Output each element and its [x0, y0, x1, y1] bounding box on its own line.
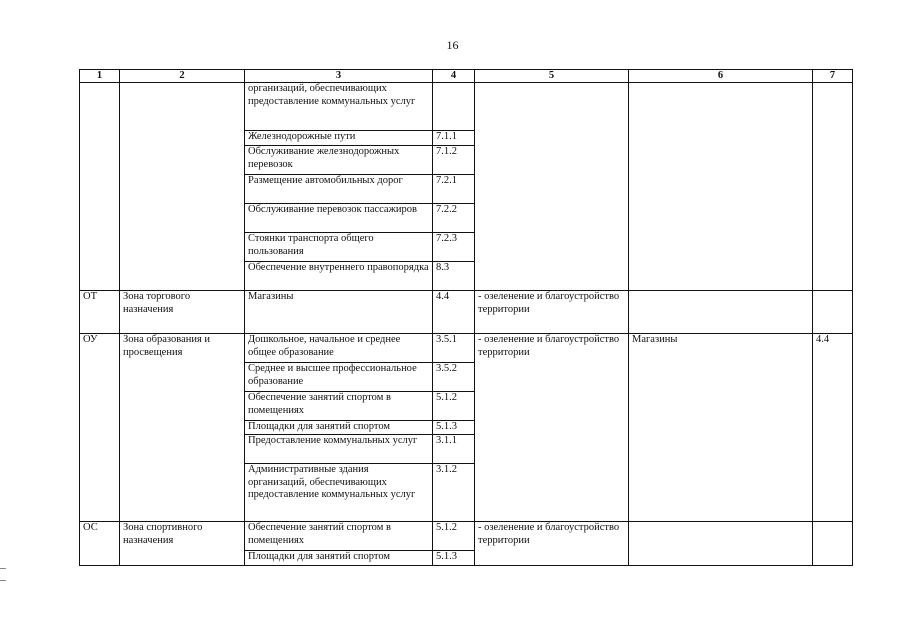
- zone-name-cell: Зона образования и просвещения: [120, 334, 245, 522]
- table-row: [80, 83, 853, 131]
- table-row: [80, 334, 853, 363]
- use-code-cell: 7.2.3: [433, 233, 475, 262]
- table-body: [80, 83, 853, 566]
- conditional-code-cell: [813, 291, 853, 334]
- margin-mark: [0, 580, 6, 581]
- use-name-cell: Обслуживание перевозок пассажиров: [245, 204, 433, 233]
- use-name-cell: Обеспечение занятий спортом в помещениях: [245, 522, 433, 551]
- use-code-cell: 4.4: [433, 291, 475, 334]
- conditional-code-cell: [813, 83, 853, 291]
- use-code-cell: 7.2.1: [433, 175, 475, 204]
- use-name-cell: Предоставление коммунальных услуг: [245, 435, 433, 464]
- use-name-cell: Магазины: [245, 291, 433, 334]
- col-header: 7: [813, 70, 853, 83]
- use-code-cell: [433, 83, 475, 131]
- use-name-cell: Обслуживание железнодорожных перевозок: [245, 146, 433, 175]
- conditional-use-cell: [629, 291, 813, 334]
- margin-mark: [0, 568, 6, 569]
- use-code-cell: 3.5.2: [433, 363, 475, 392]
- use-name-cell: Дошкольное, начальное и среднее общее образование: [245, 334, 433, 363]
- conditional-use-cell: Магазины: [629, 334, 813, 522]
- use-name-cell: Стоянки транспорта общего пользования: [245, 233, 433, 262]
- use-code-cell: 3.1.2: [433, 464, 475, 522]
- use-code-cell: 5.1.2: [433, 522, 475, 551]
- table-row: [80, 291, 853, 334]
- col-header: 4: [433, 70, 475, 83]
- use-code-cell: 5.1.2: [433, 392, 475, 421]
- use-code-cell: 7.1.2: [433, 146, 475, 175]
- use-code-cell: 8.3: [433, 262, 475, 291]
- col-header: 6: [629, 70, 813, 83]
- use-name-cell: организаций, обеспечивающих предоставление коммунальных услуг: [245, 83, 433, 131]
- conditions-cell: - озеленение и благоустройство территории: [475, 291, 629, 334]
- use-code-cell: 3.5.1: [433, 334, 475, 363]
- col-header: 5: [475, 70, 629, 83]
- zones-table: [79, 69, 853, 566]
- use-name-cell: Обеспечение занятий спортом в помещениях: [245, 392, 433, 421]
- zone-name-cell: [120, 83, 245, 291]
- conditional-use-cell: [629, 522, 813, 566]
- use-name-cell: Площадки для занятий спортом: [245, 551, 433, 566]
- use-name-cell: Площадки для занятий спортом: [245, 421, 433, 435]
- zone-code-cell: ОТ: [80, 291, 120, 334]
- page-number: 16: [446, 38, 459, 52]
- use-name-cell: Обеспечение внутреннего правопорядка: [245, 262, 433, 291]
- use-name-cell: Железнодорожные пути: [245, 131, 433, 146]
- use-name-cell: Размещение автомобильных дорог: [245, 175, 433, 204]
- use-name-cell: Административные здания организаций, обеспечивающих предоставление коммунальных услуг: [245, 464, 433, 522]
- col-header: 3: [245, 70, 433, 83]
- use-code-cell: 3.1.1: [433, 435, 475, 464]
- conditions-cell: - озеленение и благоустройство территории: [475, 522, 629, 566]
- zone-name-cell: Зона торгового назначения: [120, 291, 245, 334]
- use-code-cell: 5.1.3: [433, 421, 475, 435]
- zone-code-cell: ОС: [80, 522, 120, 566]
- col-header: 2: [120, 70, 245, 83]
- conditional-code-cell: 4.4: [813, 334, 853, 522]
- use-code-cell: 5.1.3: [433, 551, 475, 566]
- use-name-cell: Среднее и высшее профессиональное образование: [245, 363, 433, 392]
- table-row: [80, 522, 853, 551]
- zone-code-cell: [80, 83, 120, 291]
- use-code-cell: 7.1.1: [433, 131, 475, 146]
- zone-code-cell: ОУ: [80, 334, 120, 522]
- use-code-cell: 7.2.2: [433, 204, 475, 233]
- zone-name-cell: Зона спортивного назначения: [120, 522, 245, 566]
- conditional-use-cell: [629, 83, 813, 291]
- conditions-cell: - озеленение и благоустройство территории: [475, 334, 629, 522]
- conditional-code-cell: [813, 522, 853, 566]
- header-row: [80, 70, 853, 83]
- conditions-cell: [475, 83, 629, 291]
- col-header: 1: [80, 70, 120, 83]
